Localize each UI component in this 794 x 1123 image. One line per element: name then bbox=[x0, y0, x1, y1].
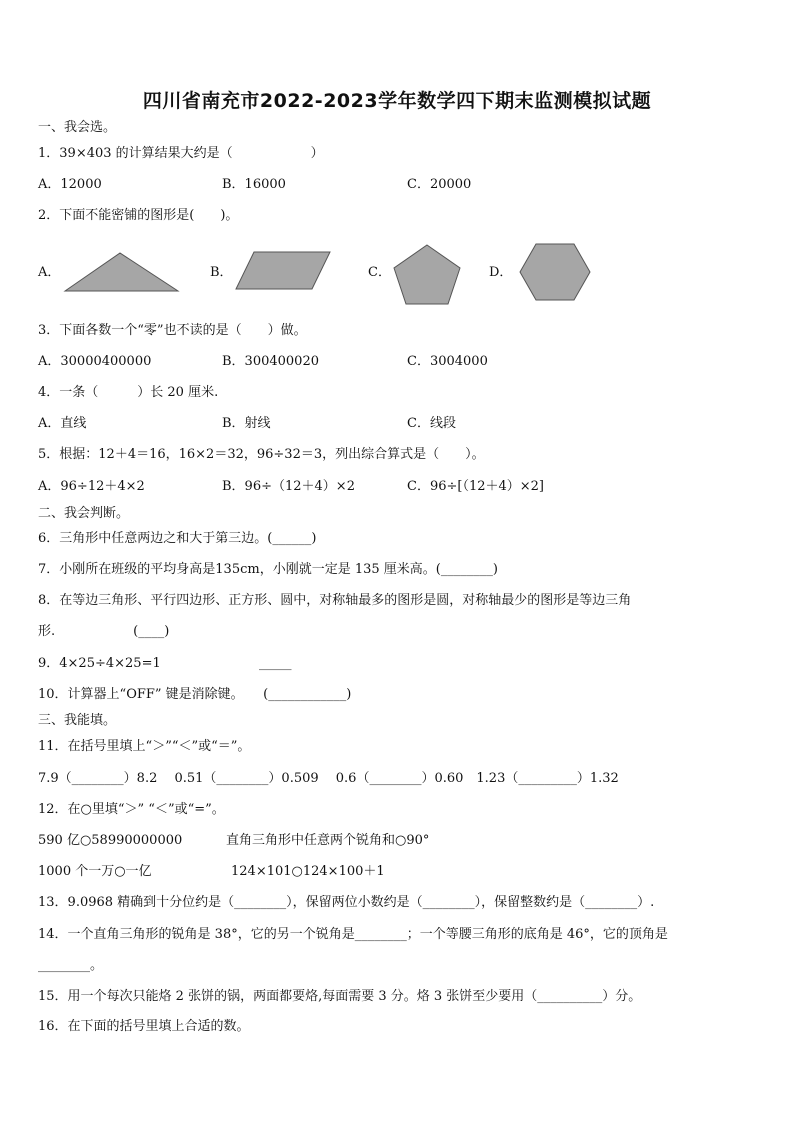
question-11-items: 7.9（________）8.2 0.51（________）0.509 0.6（________）0.60 1.23（_________）1.32 bbox=[38, 771, 619, 786]
question-6: 6．三角形中任意两边之和大于第三边。(______) bbox=[38, 531, 317, 546]
q2-option-b: B． bbox=[210, 265, 233, 280]
question-7: 7．小刚所在班级的平均身高是135cm，小刚就一定是 135 厘米高。(________) bbox=[38, 562, 498, 577]
question-5-stem: 5．根据：12＋4＝16，16×2＝32，96÷32＝3，列出综合算式是（ ）。 bbox=[38, 447, 485, 462]
q4-option-a: A．直线 bbox=[38, 416, 87, 431]
q5-option-c: C．96÷[（12＋4）×2] bbox=[407, 479, 545, 494]
q2-option-c: C． bbox=[368, 265, 391, 280]
question-16: 16．在下面的括号里填上合适的数。 bbox=[38, 1019, 250, 1034]
page-title: 四川省南充市2022-2023学年数学四下期末监测模拟试题 bbox=[142, 90, 652, 112]
question-8-line-1: 8．在等边三角形、平行四边形、正方形、圆中，对称轴最多的图形是圆，对称轴最少的图形是等边三角 bbox=[38, 593, 632, 608]
q4-option-c: C．线段 bbox=[407, 416, 456, 431]
q3-option-a: A．30000400000 bbox=[38, 354, 152, 369]
q12-item-1: 590 亿○58990000000 bbox=[38, 833, 183, 848]
pentagon-shape bbox=[392, 243, 464, 307]
question-9-stem: 9．4×25÷4×25=1 bbox=[38, 656, 161, 671]
q5-option-a: A．96÷12＋4×2 bbox=[38, 479, 145, 494]
question-10: 10．计算器上“OFF” 键是消除键。 (____________) bbox=[38, 687, 352, 702]
hexagon-shape bbox=[518, 242, 592, 304]
q12-item-4: 124×101○124×100＋1 bbox=[231, 864, 385, 879]
q1-option-c: C．20000 bbox=[407, 177, 472, 192]
section-heading-3: 三、我能填。 bbox=[38, 713, 117, 728]
triangle-polygon bbox=[65, 253, 178, 291]
question-14-line-1: 14．一个直角三角形的锐角是 38°，它的另一个锐角是________；一个等腰三角形的底角是 46°，它的顶角是 bbox=[38, 927, 668, 942]
question-12-stem: 12．在○里填“＞” “＜”或“=”。 bbox=[38, 802, 225, 817]
question-8-line-2: 形. (____) bbox=[38, 624, 170, 639]
q12-item-3: 1000 个一万○一亿 bbox=[38, 864, 152, 879]
question-4-stem: 4．一条（ ）长 20 厘米. bbox=[38, 385, 219, 400]
q3-option-c: C．3004000 bbox=[407, 354, 488, 369]
question-9-blank: _____ bbox=[259, 656, 292, 671]
parallelogram-shape bbox=[234, 250, 334, 292]
pentagon-polygon bbox=[394, 245, 460, 304]
question-3-stem: 3．下面各数一个“零”也不读的是（ ）做。 bbox=[38, 323, 307, 338]
q3-option-b: B．300400020 bbox=[222, 354, 319, 369]
hexagon-polygon bbox=[520, 244, 590, 300]
section-heading-2: 二、我会判断。 bbox=[38, 506, 130, 521]
q5-option-b: B．96÷（12＋4）×2 bbox=[222, 479, 355, 494]
question-13: 13．9.0968 精确到十分位约是（________），保留两位小数约是（________），保留整数约是（________）. bbox=[38, 895, 655, 910]
question-14-line-2: ________。 bbox=[38, 958, 104, 973]
parallelogram-polygon bbox=[236, 252, 330, 289]
q12-item-2: 直角三角形中任意两个锐角和○90° bbox=[226, 833, 430, 848]
question-2-stem: 2．下面不能密铺的图形是( )。 bbox=[38, 208, 239, 223]
q4-option-b: B．射线 bbox=[222, 416, 271, 431]
question-11-stem: 11．在括号里填上“＞”“＜”或“＝”。 bbox=[38, 739, 251, 754]
q1-option-b: B．16000 bbox=[222, 177, 286, 192]
question-1-stem: 1．39×403 的计算结果大约是（ ） bbox=[38, 146, 324, 161]
section-heading-1: 一、我会选。 bbox=[38, 120, 117, 135]
triangle-shape bbox=[62, 250, 182, 294]
q2-option-d: D． bbox=[489, 265, 513, 280]
question-15: 15．用一个每次只能烙 2 张饼的锅，两面都要烙,每面需要 3 分。烙 3 张饼至少要用（__________）分。 bbox=[38, 989, 642, 1004]
q1-option-a: A．12000 bbox=[38, 177, 102, 192]
q2-option-a: A． bbox=[38, 265, 61, 280]
